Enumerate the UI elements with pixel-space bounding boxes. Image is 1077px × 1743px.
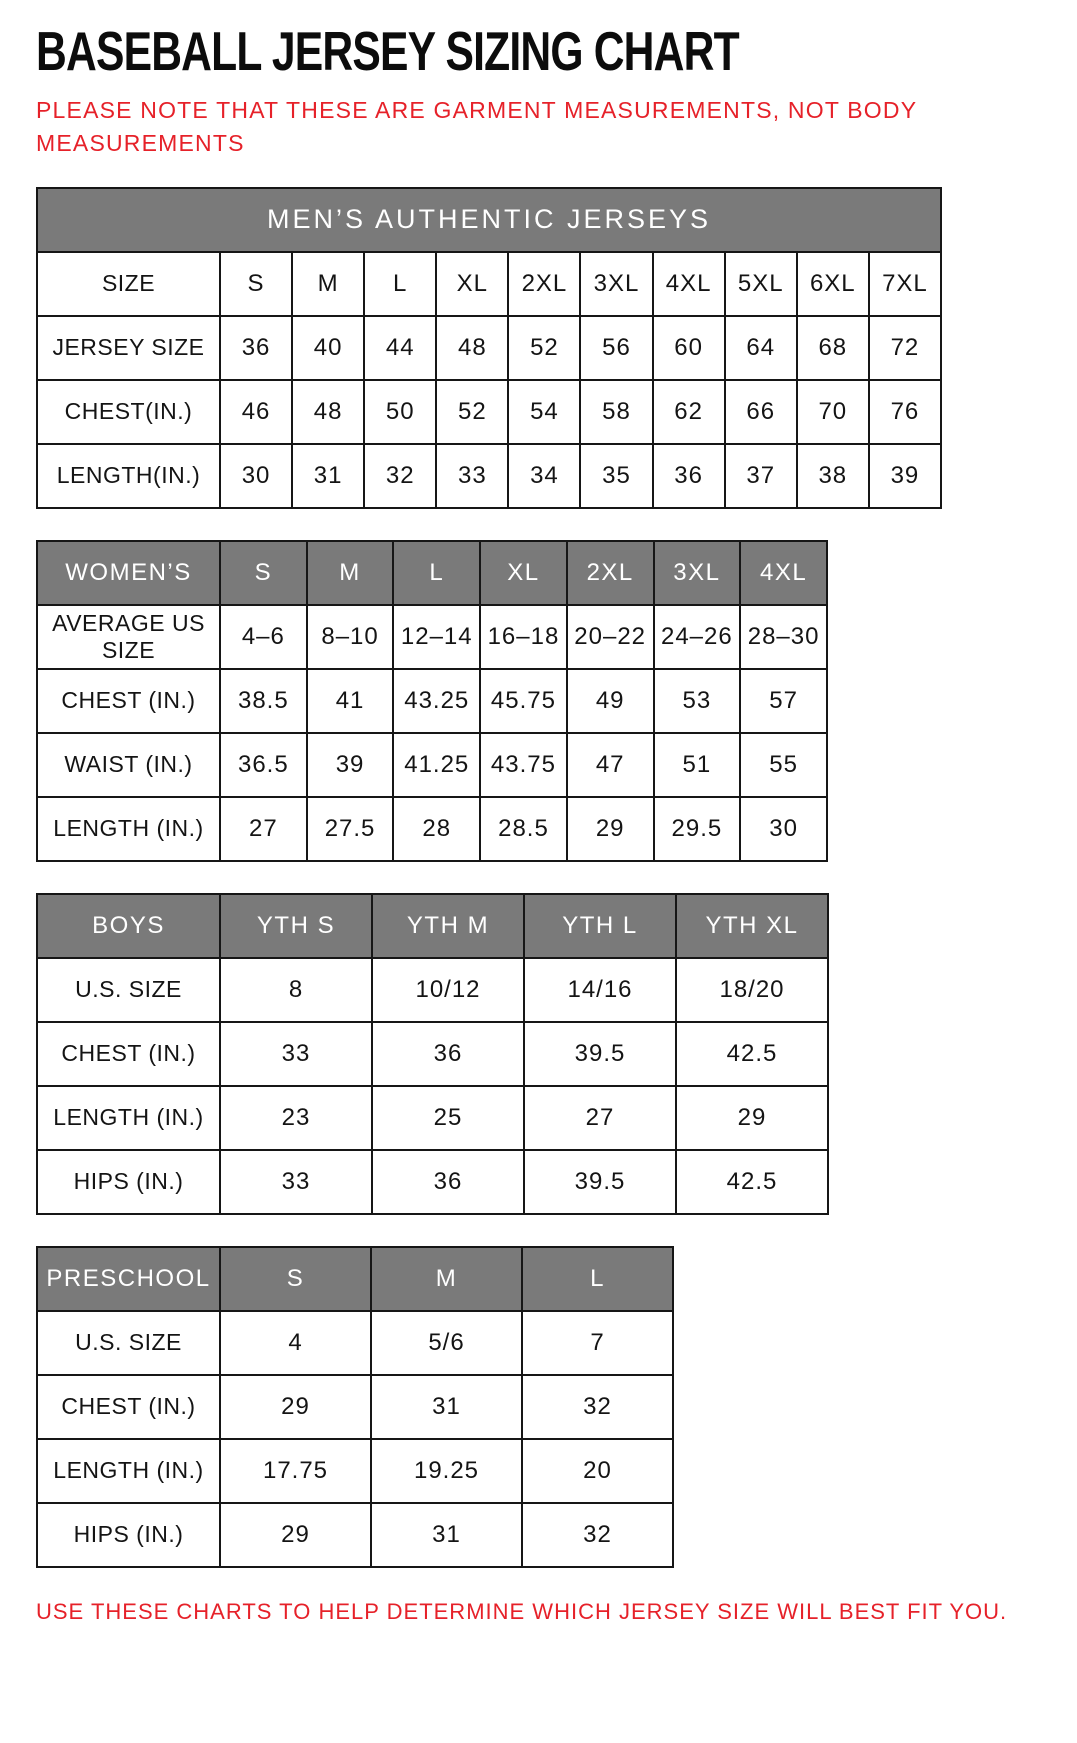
table-cell: 17.75 <box>220 1439 371 1503</box>
row-label: LENGTH (IN.) <box>37 1439 220 1503</box>
row-label: CHEST (IN.) <box>37 1375 220 1439</box>
table-cell: 4–6 <box>220 605 307 669</box>
preschool-sizing-table <box>36 1246 674 1568</box>
table-cell: 36.5 <box>220 733 307 797</box>
table-cell: 44 <box>364 316 436 380</box>
table-cell: 53 <box>654 669 741 733</box>
column-header: YTH S <box>220 894 372 958</box>
table-cell: 36 <box>372 1150 524 1214</box>
table-cell: 46 <box>220 380 292 444</box>
table-cell: 8–10 <box>307 605 394 669</box>
table-cell: 36 <box>220 316 292 380</box>
boys-sizing-table <box>36 893 829 1215</box>
table-cell: 27.5 <box>307 797 394 861</box>
table-cell: 23 <box>220 1086 372 1150</box>
table-cell: 25 <box>372 1086 524 1150</box>
table-cell: 30 <box>220 444 292 508</box>
table-row <box>37 1375 673 1439</box>
column-header: L <box>393 541 480 605</box>
table-cell: 3XL <box>580 252 652 316</box>
table-cell: 38 <box>797 444 869 508</box>
table-cell: 36 <box>653 444 725 508</box>
table-cell: 57 <box>740 669 827 733</box>
table-row <box>37 605 827 669</box>
table-cell: 33 <box>436 444 508 508</box>
table-title-cell: BOYS <box>37 894 220 958</box>
table-cell: 39.5 <box>524 1150 676 1214</box>
table-cell: 29 <box>220 1503 371 1567</box>
table-cell: 2XL <box>508 252 580 316</box>
table-cell: 43.25 <box>393 669 480 733</box>
table-row <box>37 1022 828 1086</box>
table-cell: 32 <box>364 444 436 508</box>
column-header: L <box>522 1247 673 1311</box>
row-label: U.S. SIZE <box>37 1311 220 1375</box>
table-cell: 12–14 <box>393 605 480 669</box>
table-cell: 31 <box>292 444 364 508</box>
table-cell: 28 <box>393 797 480 861</box>
row-label: U.S. SIZE <box>37 958 220 1022</box>
table-cell: M <box>292 252 364 316</box>
table-cell: 76 <box>869 380 941 444</box>
table-cell: 47 <box>567 733 654 797</box>
table-row <box>37 1503 673 1567</box>
row-label: AVERAGE US SIZE <box>37 605 220 669</box>
row-label: HIPS (IN.) <box>37 1503 220 1567</box>
table-cell: 56 <box>580 316 652 380</box>
table-cell: 58 <box>580 380 652 444</box>
table-cell: 42.5 <box>676 1022 828 1086</box>
table-cell: 37 <box>725 444 797 508</box>
column-header: S <box>220 541 307 605</box>
garment-measurements-note: PLEASE NOTE THAT THESE ARE GARMENT MEASUREMENTS, NOT BODY MEASUREMENTS <box>36 97 917 157</box>
table-cell: 34 <box>508 444 580 508</box>
table-row <box>37 1150 828 1214</box>
footer-note: USE THESE CHARTS TO HELP DETERMINE WHICH JERSEY SIZE WILL BEST FIT YOU. <box>36 1598 1008 1624</box>
table-row <box>37 1439 673 1503</box>
table-cell: 50 <box>364 380 436 444</box>
table-cell: 38.5 <box>220 669 307 733</box>
table-cell: 20–22 <box>567 605 654 669</box>
table-cell: 43.75 <box>480 733 567 797</box>
table-row <box>37 252 941 316</box>
table-cell: 48 <box>436 316 508 380</box>
table-cell: 31 <box>371 1503 522 1567</box>
table-cell: 40 <box>292 316 364 380</box>
table-cell: 29 <box>220 1375 371 1439</box>
table-title-cell: PRESCHOOL <box>37 1247 220 1311</box>
table-cell: 27 <box>220 797 307 861</box>
table-cell: 6XL <box>797 252 869 316</box>
row-label: LENGTH (IN.) <box>37 797 220 861</box>
table-cell: 70 <box>797 380 869 444</box>
column-header: 4XL <box>740 541 827 605</box>
table-cell: 7XL <box>869 252 941 316</box>
table-cell: 10/12 <box>372 958 524 1022</box>
womens-sizing-table <box>36 540 828 862</box>
table-cell: 16–18 <box>480 605 567 669</box>
table-cell: 5/6 <box>371 1311 522 1375</box>
table-cell: 28–30 <box>740 605 827 669</box>
row-label: LENGTH (IN.) <box>37 1086 220 1150</box>
table-cell: 8 <box>220 958 372 1022</box>
table-header-row <box>37 541 827 605</box>
table-cell: 39 <box>869 444 941 508</box>
table-cell: 29.5 <box>654 797 741 861</box>
table-cell: 32 <box>522 1503 673 1567</box>
table-cell: 36 <box>372 1022 524 1086</box>
table-cell: 52 <box>436 380 508 444</box>
table-cell: 29 <box>567 797 654 861</box>
table-cell: 41 <box>307 669 394 733</box>
column-header: YTH M <box>372 894 524 958</box>
table-cell: 28.5 <box>480 797 567 861</box>
row-label: SIZE <box>37 252 220 316</box>
table-title-cell: WOMEN’S <box>37 541 220 605</box>
table-cell: 33 <box>220 1022 372 1086</box>
table-row <box>37 797 827 861</box>
table-cell: 42.5 <box>676 1150 828 1214</box>
table-cell: 39 <box>307 733 394 797</box>
table-header-row <box>37 1247 673 1311</box>
row-label: CHEST (IN.) <box>37 1022 220 1086</box>
table-cell: 4 <box>220 1311 371 1375</box>
column-header: M <box>307 541 394 605</box>
table-cell: 41.25 <box>393 733 480 797</box>
table-cell: 66 <box>725 380 797 444</box>
table-header-row <box>37 894 828 958</box>
table-cell: 32 <box>522 1375 673 1439</box>
table-row <box>37 958 828 1022</box>
column-header: 2XL <box>567 541 654 605</box>
table-cell: 4XL <box>653 252 725 316</box>
table-cell: 45.75 <box>480 669 567 733</box>
table-cell: 35 <box>580 444 652 508</box>
table-cell: 7 <box>522 1311 673 1375</box>
table-cell: 60 <box>653 316 725 380</box>
table-row <box>37 316 941 380</box>
table-cell: 33 <box>220 1150 372 1214</box>
table-cell: 64 <box>725 316 797 380</box>
row-label: CHEST(IN.) <box>37 380 220 444</box>
table-cell: 31 <box>371 1375 522 1439</box>
table-row <box>37 1086 828 1150</box>
table-cell: XL <box>436 252 508 316</box>
table-cell: 55 <box>740 733 827 797</box>
row-label: CHEST (IN.) <box>37 669 220 733</box>
table-cell: 52 <box>508 316 580 380</box>
table-row <box>37 669 827 733</box>
column-header: YTH XL <box>676 894 828 958</box>
row-label: HIPS (IN.) <box>37 1150 220 1214</box>
table-cell: 24–26 <box>654 605 741 669</box>
table-cell: 48 <box>292 380 364 444</box>
table-cell: 49 <box>567 669 654 733</box>
table-cell: 20 <box>522 1439 673 1503</box>
table-row <box>37 733 827 797</box>
table-cell: L <box>364 252 436 316</box>
table-cell: 19.25 <box>371 1439 522 1503</box>
table-row <box>37 444 941 508</box>
table-row <box>37 1311 673 1375</box>
table-row <box>37 380 941 444</box>
table-cell: 14/16 <box>524 958 676 1022</box>
mens-sizing-table <box>36 187 942 509</box>
table-banner-title: MEN’S AUTHENTIC JERSEYS <box>37 188 941 252</box>
table-cell: S <box>220 252 292 316</box>
table-cell: 68 <box>797 316 869 380</box>
table-cell: 62 <box>653 380 725 444</box>
column-header: YTH L <box>524 894 676 958</box>
row-label: JERSEY SIZE <box>37 316 220 380</box>
column-header: S <box>220 1247 371 1311</box>
table-cell: 51 <box>654 733 741 797</box>
table-cell: 29 <box>676 1086 828 1150</box>
row-label: WAIST (IN.) <box>37 733 220 797</box>
table-cell: 72 <box>869 316 941 380</box>
row-label: LENGTH(IN.) <box>37 444 220 508</box>
table-cell: 18/20 <box>676 958 828 1022</box>
table-cell: 27 <box>524 1086 676 1150</box>
page-title: BASEBALL JERSEY SIZING CHART <box>36 21 739 83</box>
table-cell: 54 <box>508 380 580 444</box>
column-header: 3XL <box>654 541 741 605</box>
column-header: XL <box>480 541 567 605</box>
column-header: M <box>371 1247 522 1311</box>
table-cell: 39.5 <box>524 1022 676 1086</box>
table-cell: 5XL <box>725 252 797 316</box>
table-cell: 30 <box>740 797 827 861</box>
table-banner-row <box>37 188 941 252</box>
